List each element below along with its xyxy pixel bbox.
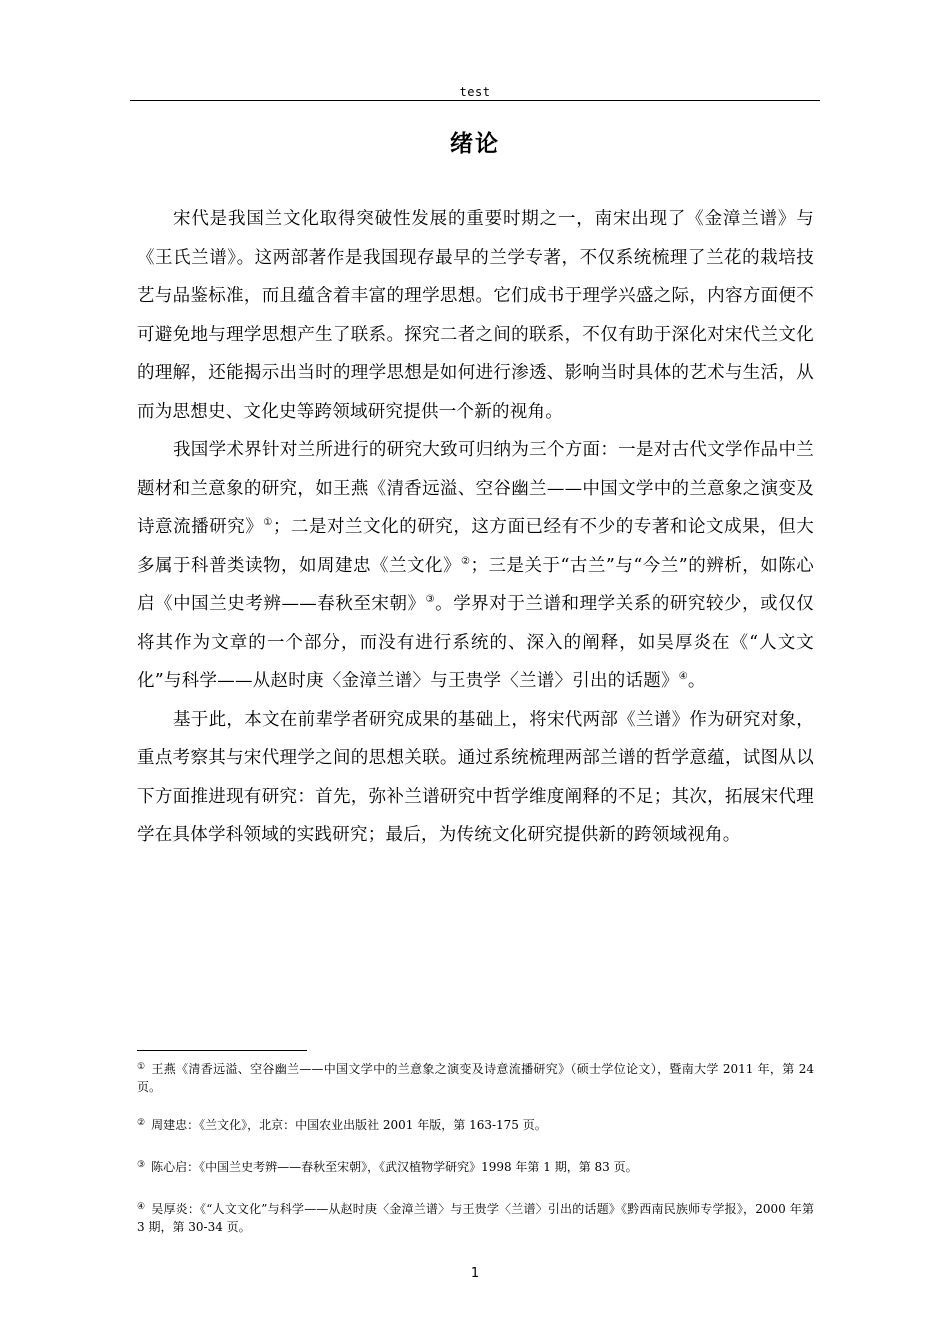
paragraph-text: 基于此，本文在前辈学者研究成果的基础上，将宋代两部《兰谱》作为研究对象，重点考察其与宋代理学之间的思想关联。通过系统梳理两部兰谱的哲学意蕴，试图从以下方面推进现有研究：首先，弥补兰谱研究中哲学维度阐释的不足；其次，拓展宋代理学在具体学科领域的实践研究；最后，为传统文化研究提供新的跨领域视角。: [137, 709, 814, 845]
footnote-text: 陈心启：《中国兰史考辨——春秋至宋朝》，《武汉植物学研究》1998 年第 1 期，第 83 页。: [151, 1160, 638, 1174]
footnote: [137, 1198, 814, 1236]
footnote-text: 王燕《清香远溢、空谷幽兰——中国文学中的兰意象之演变及诗意流播研究》（硕士学位论文），暨南大学 2011 年，第 24 页。: [137, 1062, 814, 1094]
paragraph-text: 我国学术界针对兰所进行的研究大致可归纳为三个方面：一是对古代文学作品中兰题材和兰意象的研究，如王燕《清香远溢、空谷幽兰——中国文学中的兰意象之演变及诗意流播研究》: [137, 440, 814, 537]
footnote-mark: ②: [137, 1118, 146, 1128]
footnote-text: 周建忠：《兰文化》，北京：中国农业出版社 2001 年版，第 163-175 页。: [151, 1118, 547, 1132]
paragraph-text: 。学界对于兰谱和理学关系的研究较少，或仅仅将其作为文章的一个部分，而没有进行系统的、深入的阐释，如吴厚炎在《“人文文化”与科学——从赵时庚〈金漳兰谱〉与王贵学〈兰谱〉引出的话题》: [137, 594, 815, 691]
paragraph-text: 宋代是我国兰文化取得突破性发展的重要时期之一，南宋出现了《金漳兰谱》与《王氏兰谱》。这两部著作是我国现存最早的兰学专著，不仅系统梳理了兰花的栽培技艺与品鉴标准，而且蕴含着丰富的理学思想。它们成书于理学兴盛之际，内容方面便不可避免地与理学思想产生了联系。探究二者之间的联系，不仅有助于深化对宋代兰文化的理解，还能揭示出当时的理学思想是如何进行渗透、影响当时具体的艺术与生活，从而为思想史、文化史等跨领域研究提供一个新的视角。: [137, 209, 814, 422]
body-text: [137, 200, 814, 855]
body-paragraph: [137, 200, 814, 431]
footnote-reference[interactable]: ④: [678, 671, 688, 682]
paragraph-text: ；二是对兰文化的研究，这方面已经有不少的专著和论文成果，但大多属于科普类读物，如周建忠《兰文化》: [137, 517, 815, 576]
footnote: [137, 1058, 814, 1096]
footnote-separator: [137, 1050, 307, 1051]
footnote-mark: ③: [137, 1160, 146, 1170]
footnote-text: 吴厚炎：《“人文文化”与科学——从赵时庚〈金漳兰谱〉与王贵学〈兰谱〉引出的话题》《黔西南民族师专学报》，2000 年第 3 期，第 30-34 页。: [137, 1202, 814, 1234]
footnote-mark: ④: [137, 1202, 146, 1212]
body-paragraph: [137, 431, 814, 701]
chapter-title: 绪论: [450, 131, 500, 157]
header-rule: [130, 100, 820, 101]
footnote-mark: ①: [137, 1062, 146, 1072]
footnote: [137, 1156, 814, 1176]
body-paragraph: [137, 701, 814, 855]
footnote-reference[interactable]: ①: [263, 517, 273, 528]
running-header: test: [459, 85, 491, 99]
footnote: [137, 1114, 814, 1134]
page-number: 1: [470, 1266, 480, 1281]
paragraph-text: 。: [687, 671, 706, 691]
footnote-reference[interactable]: ③: [425, 594, 436, 605]
paragraph-text: ；三是关于“古兰”与“今兰”的辨析，如陈心启《中国兰史考辨——春秋至宋朝》: [137, 555, 814, 614]
footnote-reference[interactable]: ②: [461, 555, 471, 567]
